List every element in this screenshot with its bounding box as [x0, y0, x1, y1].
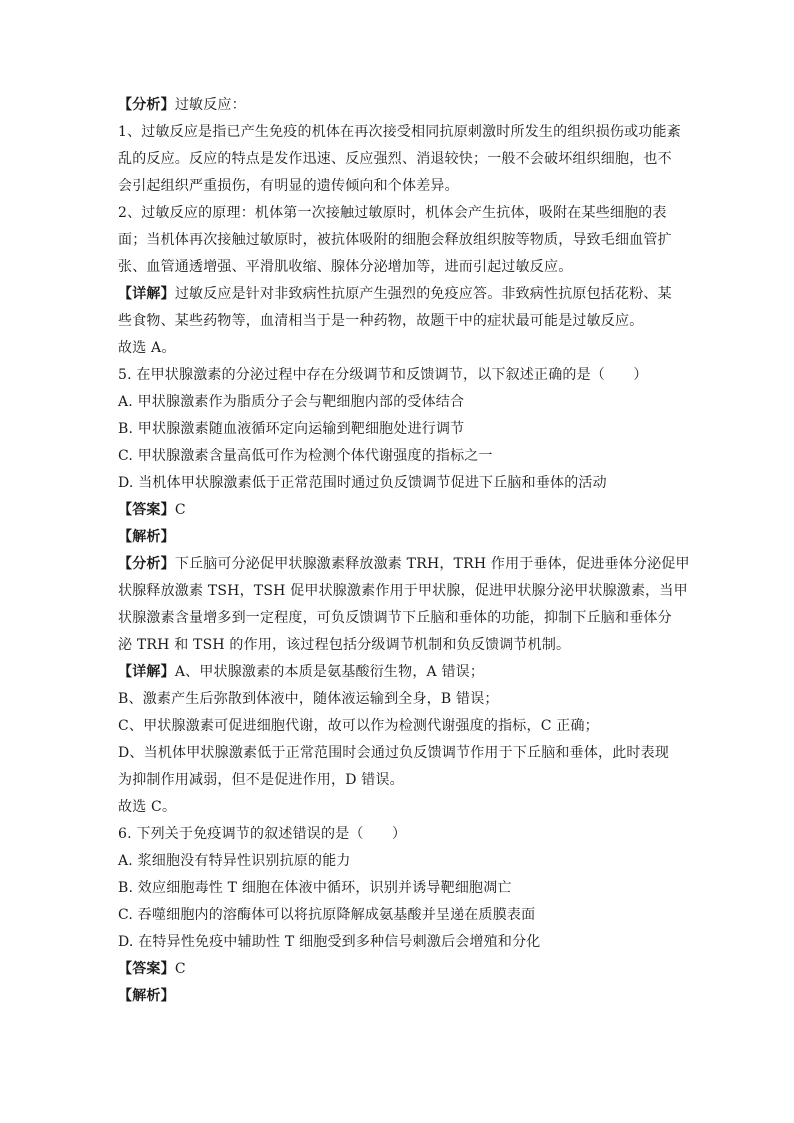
section-tag: 【解析】 — [118, 529, 175, 545]
section-tag: 【答案】 — [118, 502, 175, 518]
section-tag: 【解析】 — [118, 988, 175, 1004]
line-text: 乱的反应。反应的特点是发作迅速、反应强烈、消退较快；一般不会破坏组织细胞，也不 — [118, 151, 672, 167]
text-line — [118, 686, 678, 713]
line-text: C. 甲状腺激素含量高低可作为检测个体代谢强度的指标之一 — [118, 448, 493, 464]
line-text: 张、血管通透增强、平滑肌收缩、腺体分泌增加等，进而引起过敏反应。 — [118, 259, 573, 275]
section-tag: 【答案】 — [118, 961, 175, 977]
line-text: C. 吞噬细胞内的溶酶体可以将抗原降解成氨基酸并呈递在质膜表面 — [118, 907, 536, 923]
line-text: 面；当机体再次接触过敏原时，被抗体吸附的细胞会释放组织胺等物质，导致毛细血管扩 — [118, 232, 672, 248]
line-text: C、甲状腺激素可促进细胞代谢，故可以作为检测代谢强度的指标，C 正确； — [118, 718, 599, 734]
text-line — [118, 794, 678, 821]
text-line — [118, 416, 678, 443]
line-text: B. 效应细胞毒性 T 细胞在体液中循环，识别并诱导靶细胞凋亡 — [118, 880, 512, 896]
line-text: C — [174, 502, 186, 518]
text-line — [118, 632, 678, 659]
text-line — [118, 254, 678, 281]
line-text: D. 当机体甲状腺激素低于正常范围时通过负反馈调节促进下丘脑和垂体的活动 — [118, 475, 607, 491]
section-tag: 【详解】 — [118, 664, 175, 680]
text-line — [118, 524, 678, 551]
line-text: A. 甲状腺激素作为脂质分子会与靶细胞内部的受体结合 — [118, 394, 465, 410]
text-line — [118, 983, 678, 1010]
line-text: 状腺释放激素 TSH，TSH 促甲状腺激素作用于甲状腺，促进甲状腺分泌甲状腺激素，当甲 — [118, 583, 688, 599]
line-text: 泌 TRH 和 TSH 的作用，该过程包括分级调节机制和负反馈调节机制。 — [118, 637, 571, 653]
text-line — [118, 767, 678, 794]
line-text: C — [174, 961, 186, 977]
line-text: 会引起组织严重损伤，有明显的遗传倾向和个体差异。 — [118, 178, 459, 194]
line-text: 状腺激素含量增多到一定程度，可负反馈调节下丘脑和垂体的功能，抑制下丘脑和垂体分 — [118, 610, 672, 626]
text-line — [118, 146, 678, 173]
text-line — [118, 551, 690, 578]
line-text: 2、过敏反应的原理：机体第一次接触过敏原时，机体会产生抗体，吸附在某些细胞的表 — [118, 205, 667, 221]
text-line — [118, 227, 678, 254]
section-tag: 【分析】 — [118, 97, 175, 113]
line-text: 下丘脑可分泌促甲状腺激素释放激素 TRH，TRH 作用于垂体，促进垂体分泌促甲 — [174, 556, 690, 572]
text-line — [118, 956, 678, 983]
text-line — [118, 173, 678, 200]
text-line — [118, 389, 678, 416]
text-line — [118, 929, 678, 956]
text-line — [118, 308, 678, 335]
text-line — [118, 713, 678, 740]
text-line — [118, 92, 678, 119]
text-line — [118, 362, 678, 389]
line-text: 5. 在甲状腺激素的分泌过程中存在分级调节和反馈调节，以下叙述正确的是（ ） — [118, 367, 648, 383]
line-text: 过敏反应是针对非致病性抗原产生强烈的免疫应答。非致病性抗原包括花粉、某 — [174, 286, 672, 302]
text-line — [118, 659, 678, 686]
line-text: 些食物、某些药物等，血清相当于是一种药物，故题干中的症状最可能是过敏反应。 — [118, 313, 644, 329]
text-line — [118, 902, 678, 929]
line-text: B. 甲状腺激素随血液循环定向运输到靶细胞处进行调节 — [118, 421, 465, 437]
text-line — [118, 821, 678, 848]
line-text: 1、过敏反应是指已产生免疫的机体在再次接受相同抗原刺激时所发生的组织损伤或功能紊 — [118, 124, 681, 140]
line-text: A. 浆细胞没有特异性识别抗原的能力 — [118, 853, 351, 869]
text-line — [118, 875, 678, 902]
text-line — [118, 119, 681, 146]
text-line — [118, 740, 678, 767]
line-text: B、激素产生后弥散到体液中，随体液运输到全身，B 错误； — [118, 691, 499, 707]
text-line — [118, 497, 678, 524]
line-text: 过敏反应： — [174, 97, 246, 113]
line-text: 6. 下列关于免疫调节的叙述错误的是（ ） — [118, 826, 407, 842]
text-line — [118, 848, 678, 875]
text-line — [118, 578, 688, 605]
section-tag: 【详解】 — [118, 286, 175, 302]
text-line — [118, 335, 678, 362]
line-text: A、甲状腺激素的本质是氨基酸衍生物，A 错误； — [174, 664, 485, 680]
line-text: 为抑制作用减弱，但不是促进作用，D 错误。 — [118, 772, 404, 788]
text-line — [118, 443, 678, 470]
text-line — [118, 470, 678, 497]
line-text: 故选 A。 — [118, 340, 176, 356]
document-page — [118, 92, 690, 1010]
text-line — [118, 200, 678, 227]
line-text: D. 在特异性免疫中辅助性 T 细胞受到多种信号刺激后会增殖和分化 — [118, 934, 541, 950]
section-tag: 【分析】 — [118, 556, 175, 572]
text-line — [118, 605, 678, 632]
text-line — [118, 281, 678, 308]
line-text: 故选 C。 — [118, 799, 177, 815]
line-text: D、当机体甲状腺激素低于正常范围时会通过负反馈调节作用于下丘脑和垂体，此时表现 — [118, 745, 670, 761]
